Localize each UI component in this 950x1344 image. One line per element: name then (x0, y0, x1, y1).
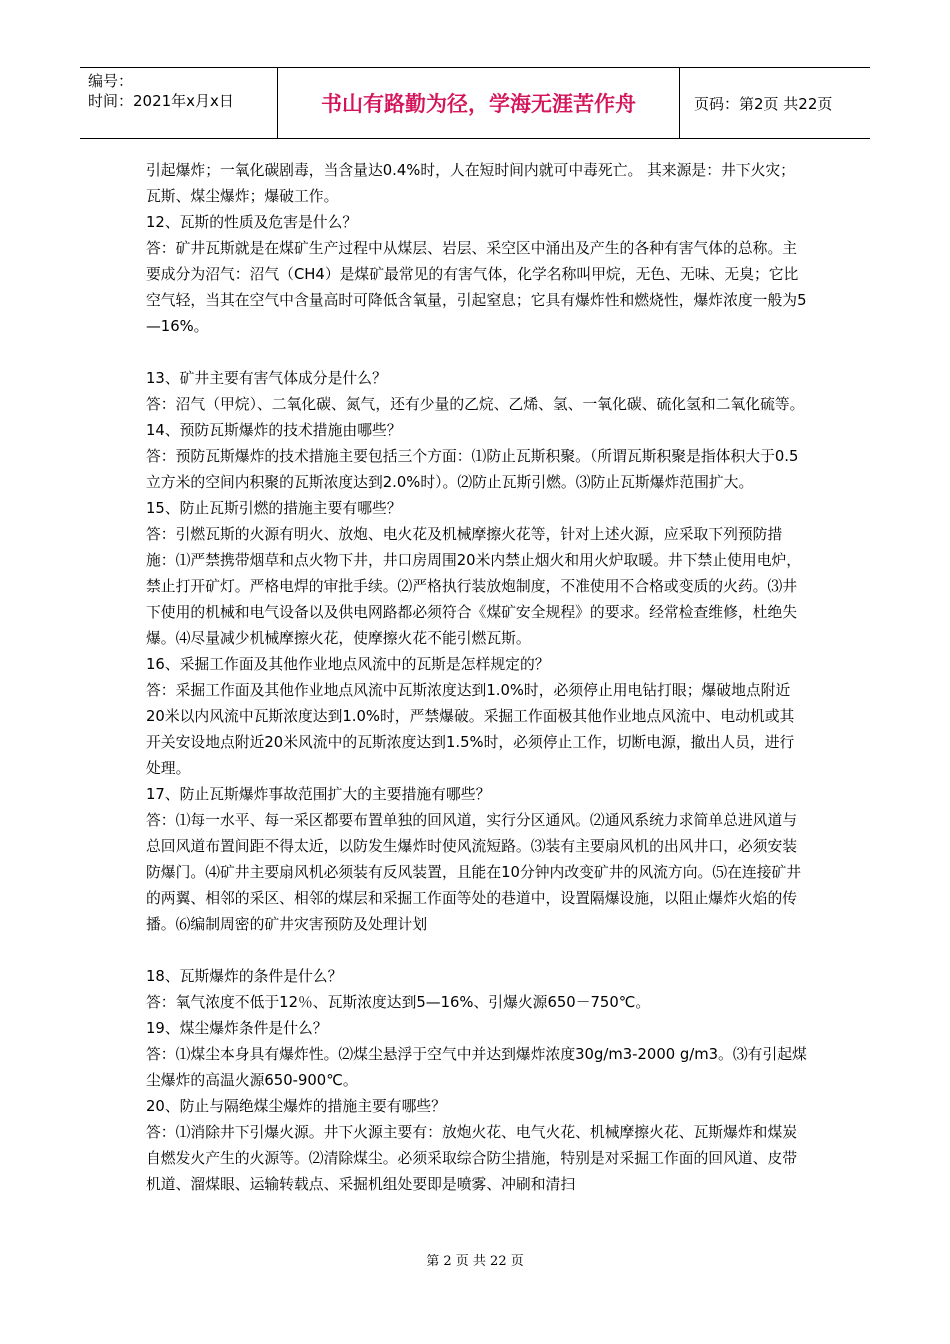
header-motto: 书山有路勤为径，学海无涯苦作舟 (278, 68, 680, 138)
question-heading: 14、预防瓦斯爆炸的技术措施由哪些？ (146, 422, 402, 439)
paragraph: 答：采掘工作面及其他作业地点风流中瓦斯浓度达到1.0%时，必须停止用电钻打眼；爆破地点附近20米以内风流中瓦斯浓度达到1.0%时，严禁爆破。采掘工作面极其他作业地点风流中、电动机或其开关安设地点附近20米风流中的瓦斯浓度达到1.5%时，必须停止工作，切断电源，撤出人员，进行处理。 (146, 682, 795, 777)
header-page-info: 页码：第2页 共22页 (694, 94, 833, 113)
document-body (146, 158, 808, 1198)
question-heading: 13、矿井主要有害气体成分是什么？ (146, 370, 387, 387)
page-footer: 第 2 页 共 22 页 (426, 1254, 524, 1269)
paragraph: 答：沼气（甲烷）、二氧化碳、氮气，还有少量的乙烷、乙烯、氢、一氧化碳、硫化氢和二氧化硫等。 (146, 396, 805, 413)
time-label: 时间：2021年x月x日 (88, 92, 234, 110)
paragraph: 引起爆炸；一氧化碳剧毒，当含量达0.4%时，人在短时间内就可中毒死亡。 其来源是：井下火灾；瓦斯、煤尘爆炸；爆破工作。 (146, 162, 795, 205)
question-heading: 12、瓦斯的性质及危害是什么？ (146, 214, 358, 231)
blank-line (146, 340, 808, 366)
question-heading: 18、瓦斯爆炸的条件是什么？ (146, 968, 343, 985)
header-meta (80, 68, 278, 138)
paragraph: 答：矿井瓦斯就是在煤矿生产过程中从煤层、岩层、采空区中涌出及产生的各种有害气体的总称。主要成分为沼气：沼气（CH4）是煤矿最常见的有害气体，化学名称叫甲烷，无色、无味、无臭；它比空气轻，当其在空气中含量高时可降低含氧量，引起窒息；它具有爆炸性和燃烧性，爆炸浓度一般为5—16%。 (146, 240, 807, 335)
number-label: 编号： (88, 72, 134, 90)
question-heading: 20、防止与隔绝煤尘爆炸的措施主要有哪些？ (146, 1098, 446, 1115)
paragraph: 答：引燃瓦斯的火源有明火、放炮、电火花及机械摩擦火花等，针对上述火源，应采取下列预防措施：⑴严禁携带烟草和点火物下井，井口房周围20米内禁止烟火和用火炉取暖。井下禁止使用电炉，禁止打开矿灯。严格电焊的审批手续。⑵严格执行装放炮制度，不准使用不合格或变质的火药。⑶井下使用的机械和电气设备以及供电网路都必须符合《煤矿安全规程》的要求。经常检查维修，杜绝失爆。⑷尽量减少机械摩擦火花，使摩擦火花不能引燃瓦斯。 (146, 526, 802, 647)
paragraph: 答：⑴每一水平、每一采区都要布置单独的回风道，实行分区通风。⑵通风系统力求简单总进风道与总回风道布置间距不得太近，以防发生爆炸时使风流短路。⑶装有主要扇风机的出风井口，必须安装防爆门。⑷矿井主要扇风机必须装有反风装置，且能在10分钟内改变矿井的风流方向。⑸在连接矿井的两翼、相邻的采区、相邻的煤层和采掘工作面等处的巷道中，设置隔爆设施，以阻止爆炸火焰的传播。⑹编制周密的矿井灾害预防及处理计划 (146, 812, 802, 933)
question-heading: 17、防止瓦斯爆炸事故范围扩大的主要措施有哪些？ (146, 786, 491, 803)
paragraph: 答：预防瓦斯爆炸的技术措施主要包括三个方面：⑴防止瓦斯积聚。（所谓瓦斯积聚是指体积大于0.5立方米的空间内积聚的瓦斯浓度达到2.0%时）。⑵防止瓦斯引燃。⑶防止瓦斯爆炸范围扩大。 (146, 448, 799, 491)
paragraph: 答：氧气浓度不低于12％、瓦斯浓度达到5—16%、引爆火源650－750℃。 (146, 994, 651, 1011)
blank-line (146, 938, 808, 964)
page-header (80, 67, 870, 139)
question-heading: 15、防止瓦斯引燃的措施主要有哪些？ (146, 500, 402, 517)
question-heading: 19、煤尘爆炸条件是什么？ (146, 1020, 328, 1037)
question-heading: 16、采掘工作面及其他作业地点风流中的瓦斯是怎样规定的？ (146, 656, 550, 673)
paragraph: 答：⑴煤尘本身具有爆炸性。⑵煤尘悬浮于空气中并达到爆炸浓度30g/m3-2000 g/m3。⑶有引起煤尘爆炸的高温火源650-900℃。 (146, 1046, 807, 1089)
paragraph: 答：⑴消除井下引爆火源。井下火源主要有：放炮火花、电气火花、机械摩擦火花、瓦斯爆炸和煤炭自燃发火产生的火源等。⑵清除煤尘。必须采取综合防尘措施，特别是对采掘工作面的回风道、皮带机道、溜煤眼、运输转载点、采掘机组处要即是喷雾、冲刷和清扫 (146, 1124, 798, 1193)
